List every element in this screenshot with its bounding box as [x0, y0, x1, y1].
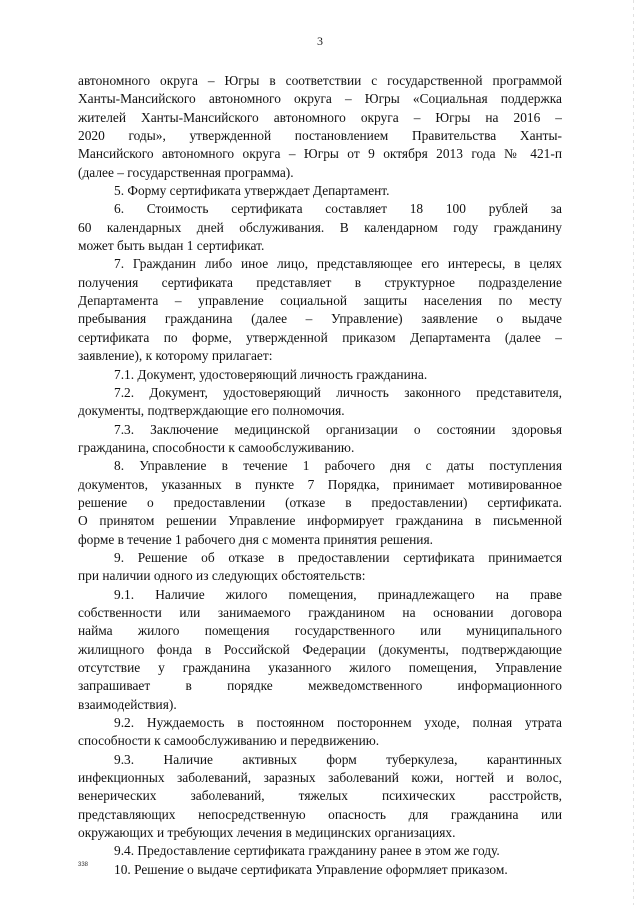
text-line: при наличии одного из следующих обстоятельств: [78, 568, 366, 584]
text-line: жилищного фонда в Российской Федерации (документы, подтверждающие [78, 641, 562, 657]
text-line: инфекционных заболеваний, заразных заболеваний кожи, ногтей и волос, [78, 770, 562, 786]
text-line: 9. Решение об отказе в предоставлении сертификата принимается [114, 549, 562, 565]
text-line: получения сертификата представляет в структурное подразделение [78, 274, 562, 290]
text-line: форме в течение 1 рабочего дня с момента принятия решения. [78, 531, 433, 547]
text-line: пребывания гражданина (далее – Управление) заявление о выдаче [78, 311, 562, 327]
text-line: запрашивает в порядке межведомственного информационного [78, 678, 562, 694]
scan-edge-artifact [633, 0, 634, 905]
text-line: 6. Стоимость сертификата составляет 18 100 рублей за [114, 201, 562, 217]
text-line: автономного округа – Югры в соответствии с государственной программой [78, 73, 562, 88]
text-line: Ханты-Мансийского автономного округа – Югры «Социальная поддержка [78, 91, 562, 107]
text-line: документы, подтверждающие его полномочия. [78, 403, 345, 419]
text-line: 9.3. Наличие активных форм туберкулеза, карантинных [114, 751, 562, 767]
footer-code: 338 [78, 862, 89, 868]
page-number: 3 [317, 34, 323, 48]
text-line: взаимодействия). [78, 696, 177, 712]
document-body [78, 72, 562, 879]
text-line: документов, указанных в пункте 7 Порядка, принимает мотивированное [78, 476, 562, 492]
text-line: отсутствие у гражданина указанного жилого помещения, Управление [78, 660, 562, 675]
text-line: может быть выдан 1 сертификат. [78, 238, 265, 254]
text-line: 2020 годы», утвержденной постановлением Правительства Ханты- [78, 128, 562, 144]
text-line: представляющих непосредственную опасность для гражданина или [78, 806, 562, 822]
text-line: сертификата по форме, утвержденной приказом Департамента (далее – [78, 329, 562, 345]
text-line: 9.4. Предоставление сертификата гражданину ранее в этом же году. [114, 843, 500, 859]
text-line: 9.1. Наличие жилого помещения, принадлежащего на праве [114, 586, 562, 602]
text-line: собственности или занимаемого гражданином на основании договора [78, 604, 562, 620]
text-line: окружающих и требующих лечения в медицинских организациях. [78, 825, 456, 841]
text-line: 60 календарных дней обслуживания. В календарном году гражданину [78, 219, 562, 235]
text-line: заявление), к которому прилагает: [78, 348, 273, 364]
text-line: Мансийского автономного округа – Югры от 9 октября 2013 года № 421-п [78, 146, 562, 162]
text-line: 5. Форму сертификата утверждает Департамент. [114, 183, 390, 199]
text-line: 7.3. Заключение медицинской организации о состоянии здоровья [114, 421, 562, 437]
text-line: 7.2. Документ, удостоверяющий личность законного представителя, [114, 384, 562, 400]
text-line: 7. Гражданин либо иное лицо, представляющее его интересы, в целях [114, 256, 562, 272]
text-line: 9.2. Нуждаемость в постоянном постороннем уходе, полная утрата [114, 715, 562, 731]
text-line: гражданина, способности к самообслуживанию. [78, 439, 355, 455]
text-line: решение о предоставлении (отказе в предоставлении) сертификата. [78, 494, 562, 510]
text-line: 8. Управление в течение 1 рабочего дня с даты поступления [114, 458, 562, 474]
text-line: венерических заболеваний, тяжелых психических расстройств, [78, 788, 562, 804]
text-line: найма жилого помещения государственного или муниципального [78, 623, 562, 639]
text-line: 7.1. Документ, удостоверяющий личность гражданина. [114, 366, 428, 382]
text-line: О принятом решении Управление информирует гражданина в письменной [78, 513, 562, 529]
text-line: 10. Решение о выдаче сертификата Управление оформляет приказом. [114, 861, 508, 877]
text-line: Департамента – управление социальной защиты населения по месту [78, 293, 562, 309]
text-line: (далее – государственная программа). [78, 164, 294, 180]
text-line: способности к самообслуживанию и передвижению. [78, 733, 380, 749]
text-line: жителей Ханты-Мансийского автономного округа – Югры на 2016 – [78, 109, 562, 125]
